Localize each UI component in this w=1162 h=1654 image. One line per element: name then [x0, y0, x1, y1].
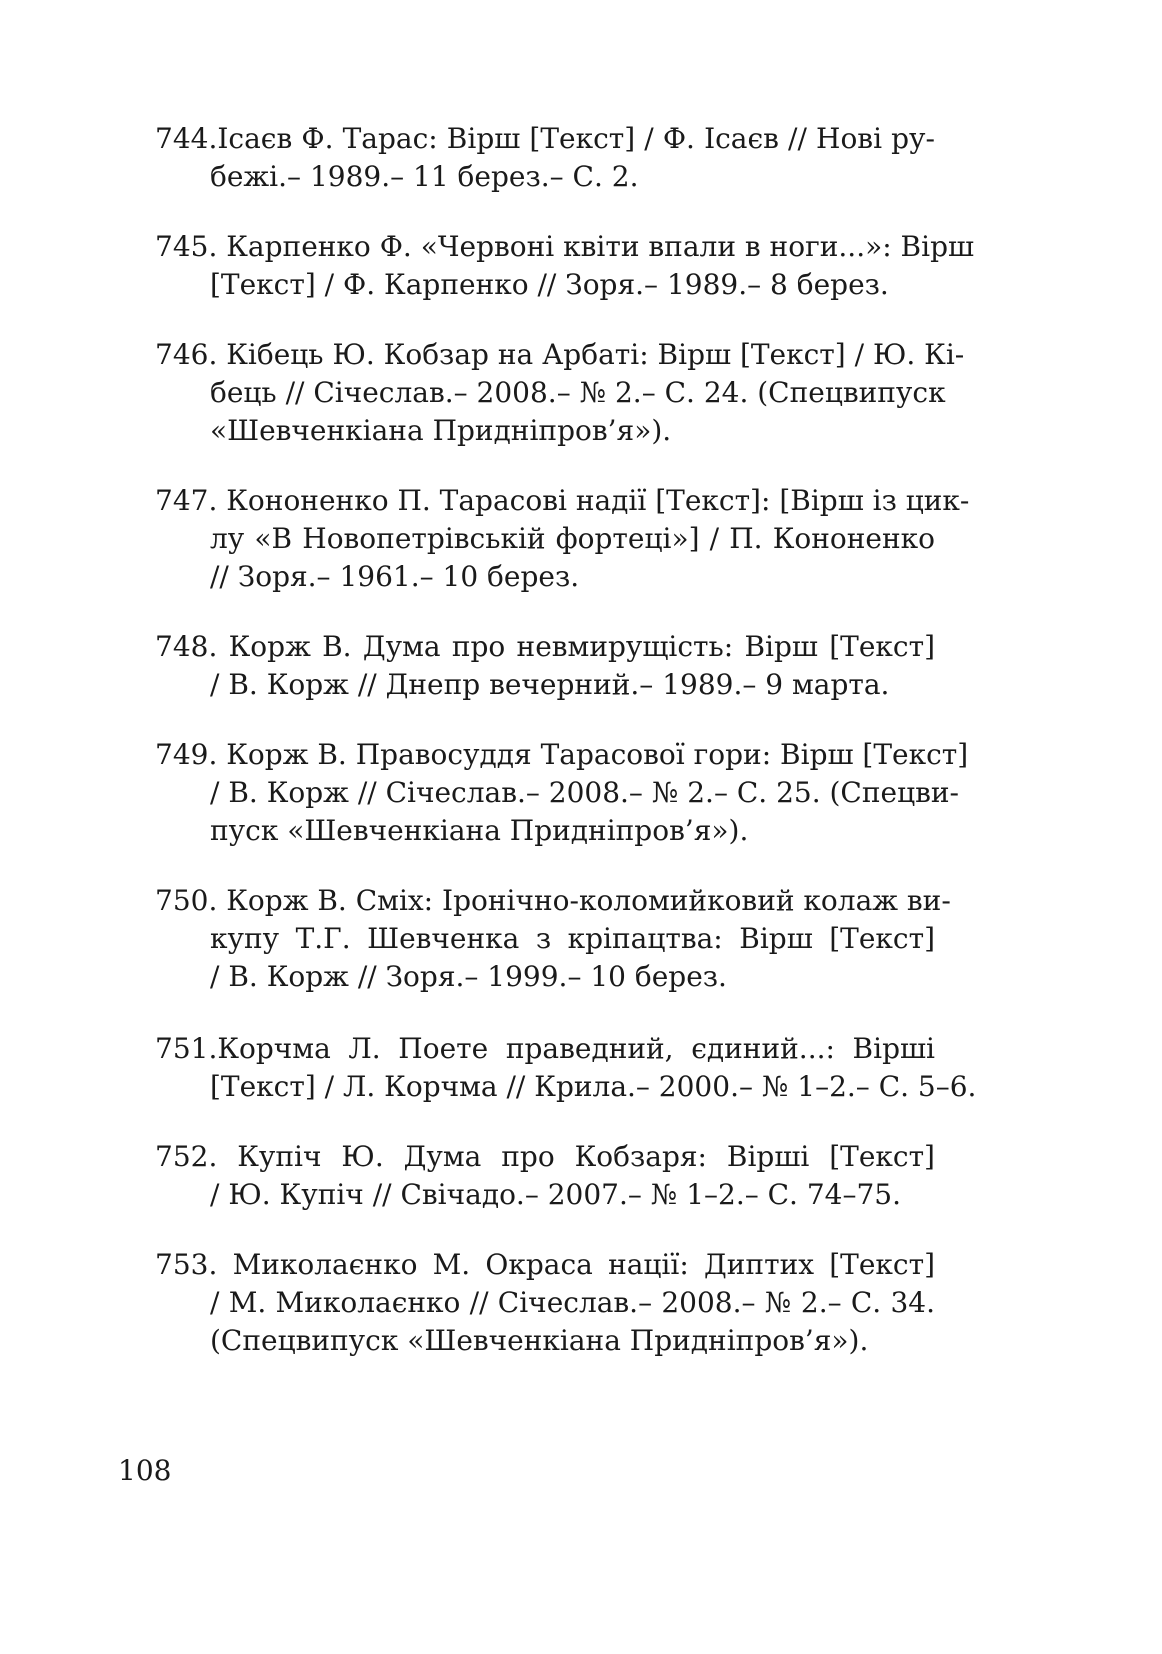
entry-number: 747.: [155, 484, 218, 517]
entry-line: // Зоря.– 1961.– 10 берез.: [210, 560, 580, 593]
entry-line: [Текст] / Ф. Карпенко // Зоря.– 1989.– 8 берез.: [210, 268, 889, 301]
entry-number: 744.: [155, 122, 218, 155]
entry-line: [155, 482, 970, 520]
entry-line: [155, 1030, 935, 1068]
entry-number: 750.: [155, 884, 218, 917]
entry-text: Корж В. Правосуддя Тарасової гори: Вірш [Текст]: [226, 738, 969, 771]
entry-text: Кононенко П. Тарасові надії [Текст]: [Вірш із цик-: [226, 484, 970, 517]
entry-line: [155, 1246, 935, 1284]
entry-text: Карпенко Ф. «Червоні квіти впали в ноги...»: Вірш: [226, 230, 975, 263]
entry-line: «Шевченкіана Придніпров’я»).: [210, 414, 672, 447]
entry-text: Миколаєнко М. Окраса нації: Диптих [Текст]: [232, 1248, 935, 1281]
entry-line: [155, 336, 965, 374]
entry-line: / В. Корж // Січеслав.– 2008.– № 2.– С. 25. (Спецви-: [210, 776, 959, 809]
entry-line: [155, 628, 935, 666]
entry-line: лу «В Новопетрівській фортеці»] / П. Кононенко: [210, 522, 935, 555]
entry-number: 751.: [155, 1032, 218, 1065]
entry-line: [155, 736, 969, 774]
entry-line: бежі.– 1989.– 11 берез.– С. 2.: [210, 160, 639, 193]
entry-line: [155, 228, 975, 266]
entry-line: / В. Корж // Днепр вечерний.– 1989.– 9 марта.: [210, 668, 890, 701]
entry-text: Корж В. Сміх: Іронічно-коломийковий колаж ви-: [226, 884, 951, 917]
entry-line: (Спецвипуск «Шевченкіана Придніпров’я»).: [210, 1324, 869, 1357]
entry-line: [155, 882, 951, 920]
entry-line: купу Т.Г. Шевченка з кріпацтва: Вірш [Текст]: [210, 922, 935, 955]
entry-line: бець // Січеслав.– 2008.– № 2.– С. 24. (Спецвипуск: [210, 376, 946, 409]
entry-line: [Текст] / Л. Корчма // Крила.– 2000.– № 1–2.– С. 5–6.: [210, 1070, 977, 1103]
entry-line: / М. Миколаєнко // Січеслав.– 2008.– № 2.– С. 34.: [210, 1286, 935, 1319]
entry-number: 748.: [155, 630, 218, 663]
entry-text: Ісаєв Ф. Тарас: Вірш [Текст] / Ф. Ісаєв // Нові ру-: [217, 122, 935, 155]
page-number: 108: [118, 1454, 172, 1487]
entry-text: Кібець Ю. Кобзар на Арбаті: Вірш [Текст] / Ю. Кі-: [226, 338, 965, 371]
entry-number: 745.: [155, 230, 218, 263]
entry-number: 752.: [155, 1140, 218, 1173]
entry-text: Корж В. Дума про невмирущість: Вірш [Текст]: [228, 630, 936, 663]
entry-line: [155, 1138, 935, 1176]
entry-line: [155, 120, 935, 158]
entry-number: 749.: [155, 738, 218, 771]
entry-line: пуск «Шевченкіана Придніпров’я»).: [210, 814, 749, 847]
entry-line: / Ю. Купіч // Свічадо.– 2007.– № 1–2.– С. 74–75.: [210, 1178, 902, 1211]
entry-number: 753.: [155, 1248, 218, 1281]
entry-text: Корчма Л. Поете праведний, єдиний...: Вірші: [217, 1032, 935, 1065]
entry-number: 746.: [155, 338, 218, 371]
entry-text: Купіч Ю. Дума про Кобзаря: Вірші [Текст]: [237, 1140, 935, 1173]
entry-line: / В. Корж // Зоря.– 1999.– 10 берез.: [210, 960, 727, 993]
